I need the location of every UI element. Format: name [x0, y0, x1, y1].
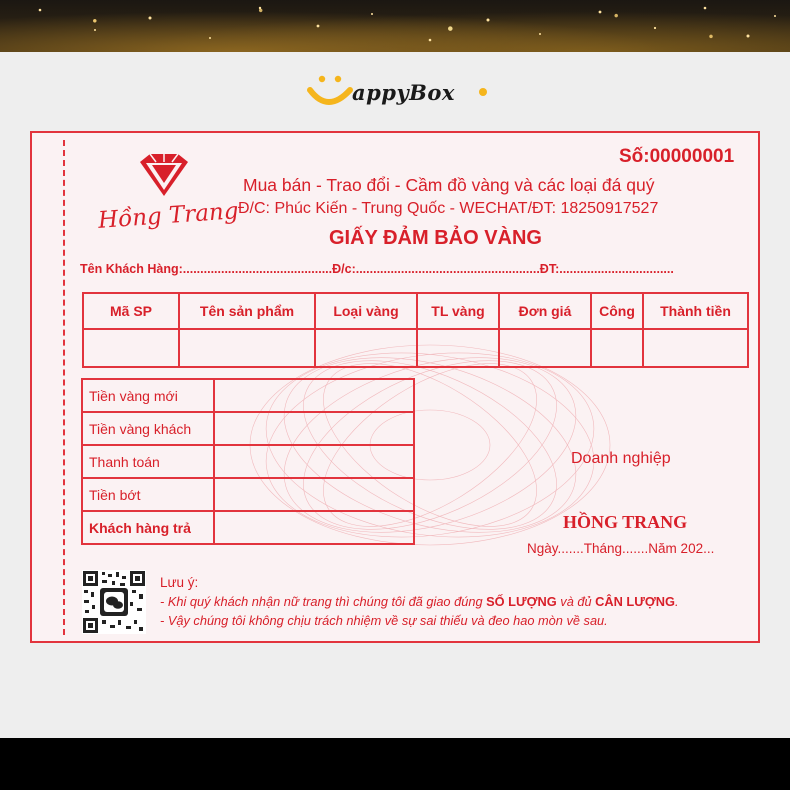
table-cell[interactable]	[417, 329, 499, 367]
company-name: HỒNG TRANG	[563, 512, 688, 532]
summary-label-customer-pays: Khách hàng trả	[82, 511, 214, 544]
table-cell[interactable]	[591, 329, 643, 367]
perforation-line	[63, 140, 65, 635]
summary-value[interactable]	[214, 511, 414, 544]
address-line: Đ/C: Phúc Kiến - Trung Quốc - WECHAT/ĐT: 18250917527	[238, 200, 659, 217]
summary-row	[82, 511, 414, 544]
document-title: GIẤY ĐẢM BẢO VÀNG	[329, 227, 542, 249]
summary-value[interactable]	[214, 412, 414, 445]
summary-row	[82, 445, 414, 478]
note1-text-c: và đủ	[556, 594, 596, 609]
header-gold-type: Loại vàng	[315, 293, 417, 329]
note1-text-e: .	[674, 594, 679, 609]
table-cell[interactable]	[643, 329, 748, 367]
summary-label-discount: Tiền bớt	[82, 478, 214, 511]
note-line-2: - Vậy chúng tôi không chịu trách nhiệm về sự sai thiếu và đeo hao mòn về sau.	[160, 613, 608, 628]
header-product-code: Mã SP	[83, 293, 179, 329]
summary-row	[82, 478, 414, 511]
note1-weight: CÂN LƯỢNG	[595, 594, 675, 609]
company-label: Doanh nghiệp	[571, 450, 671, 467]
header-total: Thành tiền	[643, 293, 748, 329]
product-table	[82, 292, 749, 368]
note1-quantity: SỐ LƯỢNG	[486, 594, 557, 609]
summary-value[interactable]	[214, 478, 414, 511]
note-title: Lưu ý:	[160, 575, 199, 590]
summary-value[interactable]	[214, 445, 414, 478]
qr-code-icon	[82, 570, 146, 634]
summary-value[interactable]	[214, 379, 414, 412]
header-product-name: Tên sản phẩm	[179, 293, 315, 329]
table-header-row	[83, 293, 748, 329]
sparkle-decoration	[0, 0, 790, 52]
summary-label-new-gold: Tiền vàng mới	[82, 379, 214, 412]
table-cell[interactable]	[83, 329, 179, 367]
summary-label-customer-gold: Tiền vàng khách	[82, 412, 214, 445]
diamond-logo-icon	[138, 152, 190, 198]
header-gold-weight: TL vàng	[417, 293, 499, 329]
summary-row	[82, 379, 414, 412]
date-line: Ngày.......Tháng.......Năm 202...	[527, 541, 715, 556]
summary-table	[81, 378, 415, 545]
services-line: Mua bán - Trao đổi - Cầm đồ vàng và các loại đá quý	[243, 175, 655, 195]
bottom-bar	[0, 738, 790, 790]
brand-name: Hồng Trang	[97, 198, 240, 234]
summary-row	[82, 412, 414, 445]
header-unit-price: Đơn giá	[499, 293, 591, 329]
header-labor: Công	[591, 293, 643, 329]
table-row	[83, 329, 748, 367]
receipt-number: Số:00000001	[619, 146, 735, 167]
customer-info-line: Tên Khách Hàng:...........................................Đ/c:.....................................................ĐT:.................................	[80, 262, 674, 276]
table-cell[interactable]	[179, 329, 315, 367]
summary-label-payment: Thanh toán	[82, 445, 214, 478]
note-line-1	[160, 594, 679, 609]
table-cell[interactable]	[315, 329, 417, 367]
table-cell[interactable]	[499, 329, 591, 367]
note1-text-a: - Khi quý khách nhận nữ trang thì chúng tôi đã giao đúng	[160, 594, 487, 609]
logo-text: appyBox	[352, 80, 455, 105]
